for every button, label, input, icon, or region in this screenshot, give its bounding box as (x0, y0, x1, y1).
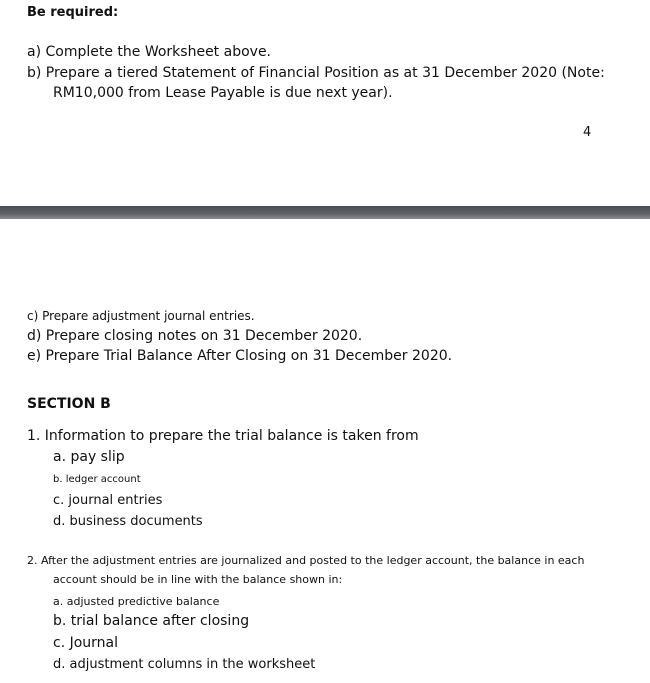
q1-option-d: d. business documents (53, 514, 203, 529)
q1-option-b: b. ledger account (53, 474, 141, 485)
q1-option-c: c. journal entries (53, 493, 163, 508)
q2-option-a: a. adjusted predictive balance (53, 595, 220, 608)
page-break-divider (0, 206, 650, 219)
instruction-a: a) Complete the Worksheet above. (27, 44, 272, 60)
q1-stem: 1. Information to prepare the trial balance is taken from (27, 428, 419, 444)
instruction-b-continued: RM10,000 from Lease Payable is due next year). (53, 85, 393, 101)
required-heading: Be required: (27, 5, 119, 20)
page-upper (0, 0, 650, 206)
section-b-heading: SECTION B (27, 396, 111, 412)
instruction-e: e) Prepare Trial Balance After Closing on 31 December 2020. (27, 348, 453, 364)
page-number: 4 (583, 125, 592, 140)
page-lower (0, 219, 650, 683)
q1-option-a: a. pay slip (53, 449, 125, 465)
instruction-d: d) Prepare closing notes on 31 December 2020. (27, 328, 363, 344)
q2-stem-line1: 2. After the adjustment entries are journalized and posted to the ledger account, the balance in each (27, 554, 585, 567)
instruction-c: c) Prepare adjustment journal entries. (27, 309, 255, 323)
q2-option-c: c. Journal (53, 635, 119, 651)
q2-option-b: b. trial balance after closing (53, 613, 250, 629)
q2-option-d: d. adjustment columns in the worksheet (53, 657, 316, 672)
instruction-b: b) Prepare a tiered Statement of Financial Position as at 31 December 2020 (Note: (27, 65, 605, 81)
q2-stem-line2: account should be in line with the balance shown in: (53, 573, 343, 586)
